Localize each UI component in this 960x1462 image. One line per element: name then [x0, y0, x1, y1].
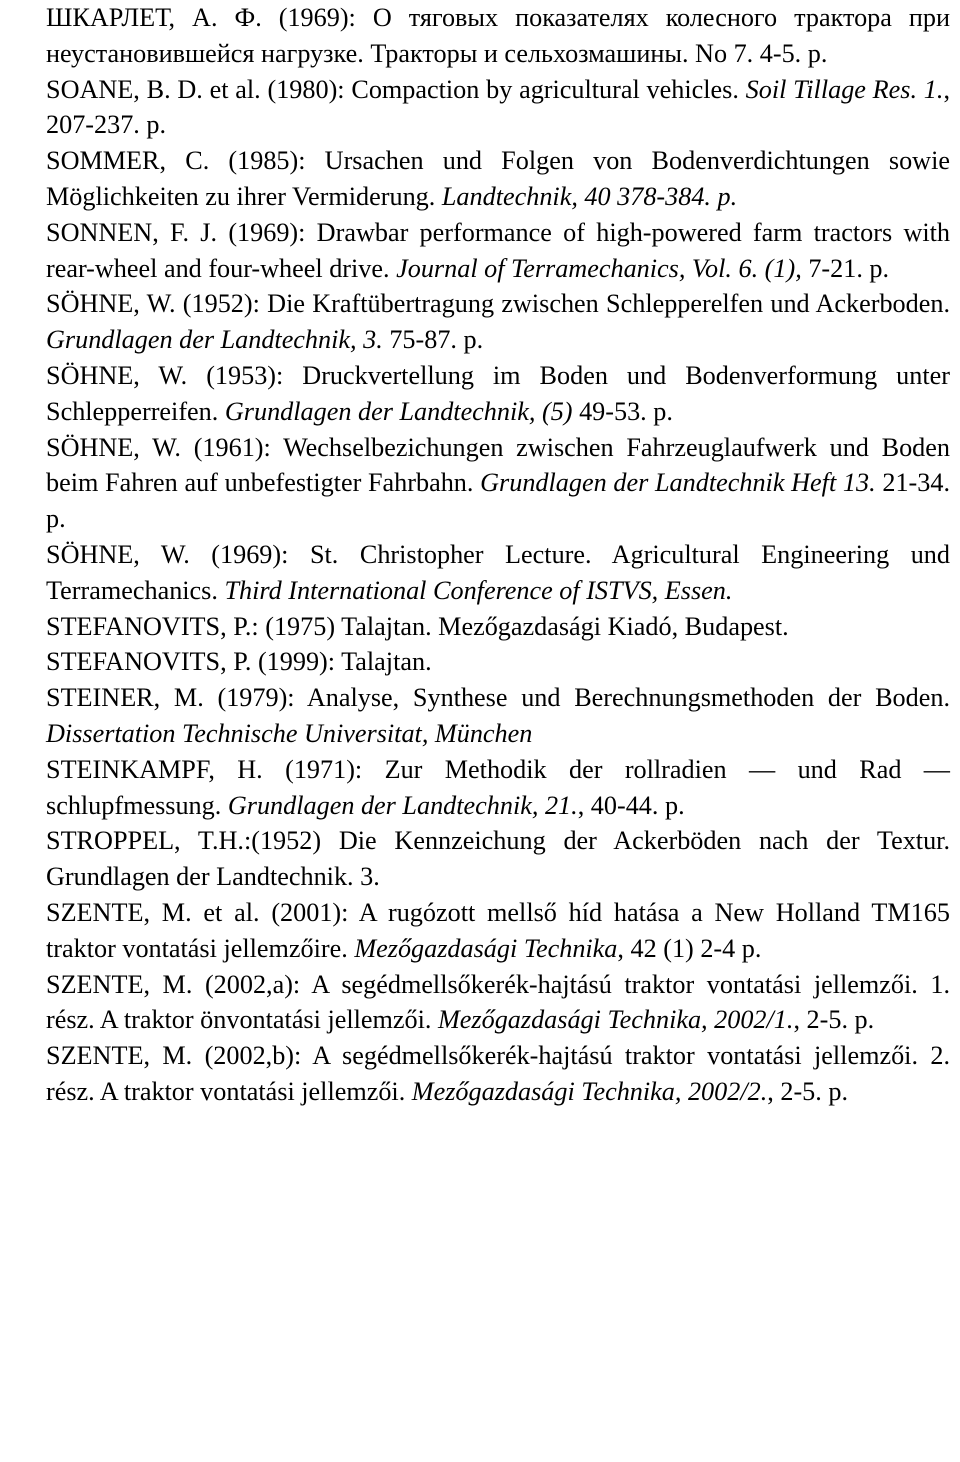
reference-text: SOMMER, C. (1985): Ursachen und Folgen von Bodenverdichtungen sowie Möglichkeiten zu ihrer Vermiderung.: [46, 146, 950, 211]
reference-text: ШКАРЛЕТ, А. Ф. (1969): О тяговых показателях колесного трактора при неустановившейся нагрузке. Тракторы и сельхозмашины. No 7. 4-5. p.: [46, 3, 950, 68]
reference-entry: [0, 680, 950, 752]
reference-source-italic: Grundlagen der Landtechnik, (5): [224, 396, 573, 426]
reference-text: SZENTE, M. (2002,b): A segédmellsőkerék-hajtású traktor vontatási jellemzői. 2. rész. A traktor vontatási jellemzői.: [46, 1041, 950, 1106]
reference-text: SONNEN, F. J. (1969): Drawbar performance of high-powered farm tractors with rear-wheel and four-wheel drive.: [46, 217, 950, 283]
reference-text: SZENTE, M. et al. (2001): A rugózott mellső híd hatása a New Holland TM165 traktor vontatási jellemzőire.: [46, 897, 950, 963]
reference-text: , 2-5. p.: [793, 1005, 875, 1035]
reference-source-italic: Soil Tillage Res. 1.: [745, 74, 944, 104]
reference-text: STEINKAMPF, H. (1971): Zur Methodik der rollradien — und Rad — schlupfmessung.: [46, 754, 950, 820]
reference-source-italic: Journal of Terramechanics, Vol. 6. (1),: [396, 253, 802, 283]
reference-text: 21-34. p.: [46, 468, 950, 534]
reference-text: , 2-5. p.: [767, 1076, 849, 1106]
reference-entry: [0, 537, 950, 609]
reference-entry: [0, 895, 950, 967]
reference-text: SZENTE, M. (2002,a): A segédmellsőkerék-hajtású traktor vontatási jellemzői. 1. rész. A traktor önvontatási jellemzői.: [46, 969, 950, 1035]
reference-source-italic: Grundlagen der Landtechnik, 3.: [46, 325, 383, 355]
reference-text: , 42 (1) 2-4 p.: [617, 933, 762, 963]
reference-text: SOANE, B. D. et al. (1980): Compaction by agricultural vehicles.: [46, 74, 746, 104]
reference-entry: [0, 72, 950, 144]
reference-source-italic: Landtechnik, 40 378-384. p.: [441, 181, 738, 211]
reference-source-italic: Mezőgazdasági Technika, 2002/1.: [437, 1005, 794, 1035]
reference-text: 49-53. p.: [572, 396, 673, 426]
reference-source-italic: Third International Conference of ISTVS, Essen.: [224, 575, 733, 605]
reference-source-italic: Mezőgazdasági Technika: [354, 933, 618, 963]
reference-source-italic: Grundlagen der Landtechnik Heft 13.: [480, 468, 876, 498]
reference-text: SÖHNE, W. (1969): St. Christopher Lecture. Agricultural Engineering und Terramechanics.: [46, 539, 950, 605]
reference-text: SÖHNE, W. (1961): Wechselbezichungen zwischen Fahrzeuglaufwerk und Boden beim Fahren auf unbefestigter Fahrbahn.: [46, 432, 950, 498]
reference-text: , 40-44. p.: [577, 790, 685, 820]
reference-text: STEINER, M. (1979): Analyse, Synthese und Berechnungsmethoden der Boden.: [46, 683, 950, 713]
reference-text: SÖHNE, W. (1953): Druckvertellung im Boden und Bodenverformung unter Schlepperreifen.: [46, 360, 950, 426]
reference-entry: [0, 1038, 950, 1110]
reference-text: 7-21. p.: [801, 253, 890, 283]
reference-entry: [0, 430, 950, 537]
reference-source-italic: Dissertation Technische Universitat, München: [46, 718, 533, 748]
reference-entry: [0, 143, 950, 215]
reference-source-italic: Grundlagen der Landtechnik, 21.: [227, 790, 578, 820]
reference-entry: [0, 215, 950, 287]
reference-text: STROPPEL, T.H.:(1952) Die Kennzeichung der Ackerböden nach der Textur. Grundlagen der Landtechnik. 3.: [46, 826, 950, 892]
reference-entry: [0, 286, 950, 358]
reference-entry: [0, 823, 950, 895]
reference-entry: [0, 967, 950, 1039]
reference-text: STEFANOVITS, P.: (1975) Talajtan. Mezőgazdasági Kiadó, Budapest.: [46, 611, 789, 641]
reference-entry: [0, 0, 950, 72]
reference-source-italic: Mezőgazdasági Technika, 2002/2.: [411, 1076, 768, 1106]
reference-text: , 207-237. p.: [46, 74, 950, 140]
reference-text: STEFANOVITS, P. (1999): Talajtan.: [46, 647, 432, 677]
reference-text: 75-87. p.: [382, 325, 484, 355]
reference-entry: [0, 609, 950, 645]
reference-text: SÖHNE, W. (1952): Die Kraftübertragung zwischen Schlepperelfen und Ackerboden.: [46, 289, 950, 319]
reference-entry: [0, 752, 950, 824]
reference-entry: [0, 644, 950, 680]
reference-entry: [0, 358, 950, 430]
